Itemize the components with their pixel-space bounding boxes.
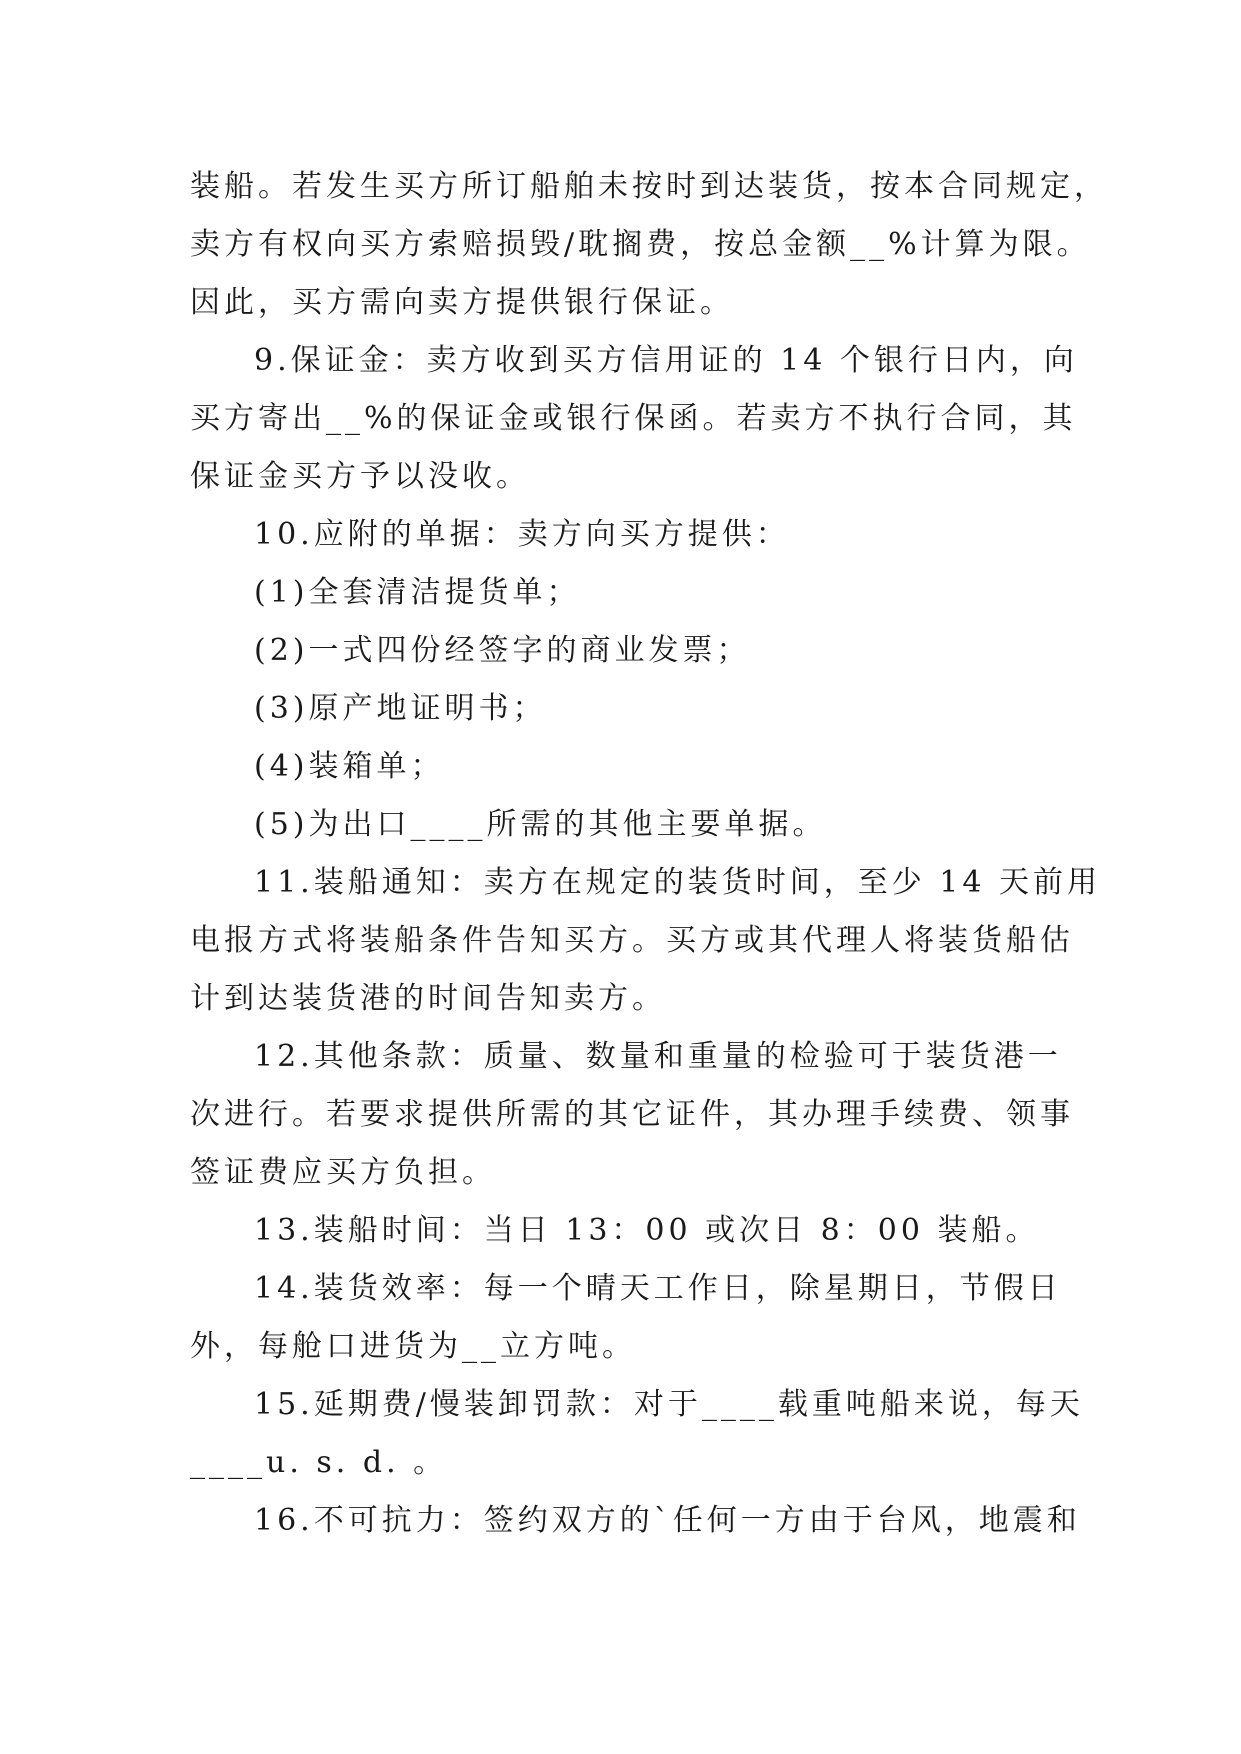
- list-item: (4)装箱单；: [254, 749, 445, 784]
- list-item: (1)全套清洁提货单；: [254, 575, 581, 610]
- text-line: 装船。若发生买方所订船舶未按时到达装货，按本合同规定，: [190, 169, 1108, 204]
- document-body: [190, 158, 1108, 1550]
- text-line: ____u. s. d. 。: [190, 1445, 448, 1480]
- clause-9-heading: 9.保证金：卖方收到买方信用证的 14 个银行日内，向: [254, 343, 1078, 378]
- clause-16-heading: 16.不可抗力：签约双方的`任何一方由于台风，地震和: [254, 1503, 1081, 1538]
- text-line: 卖方有权向买方索赔损毁/耽搁费，按总金额__%计算为限。: [190, 227, 1091, 262]
- clause-13-heading: 13.装船时间：当日 13：00 或次日 8：00 装船。: [254, 1213, 1040, 1248]
- text-line: 计到达装货港的时间告知卖方。: [190, 981, 666, 1016]
- text-line: 电报方式将装船条件告知买方。买方或其代理人将装货船估: [190, 923, 1074, 958]
- clause-10-heading: 10.应附的单据：卖方向买方提供：: [254, 517, 790, 552]
- clause-12-heading: 12.其他条款：质量、数量和重量的检验可于装货港一: [254, 1039, 1062, 1074]
- text-line: 因此，买方需向卖方提供银行保证。: [190, 285, 734, 320]
- text-line: 买方寄出__%的保证金或银行保函。若卖方不执行合同，其: [190, 401, 1077, 436]
- list-item: (5)为出口____所需的其他主要单据。: [254, 807, 827, 842]
- text-line: 签证费应买方负担。: [190, 1155, 496, 1190]
- clause-11-heading: 11.装船通知：卖方在规定的装货时间，至少 14 天前用: [254, 865, 1101, 900]
- clause-15-heading: 15.延期费/慢装卸罚款：对于____载重吨船来说，每天: [254, 1387, 1084, 1422]
- text-line: 次进行。若要求提供所需的其它证件，其办理手续费、领事: [190, 1097, 1074, 1132]
- text-line: 外，每舱口进货为__立方吨。: [190, 1329, 636, 1364]
- clause-14-heading: 14.装货效率：每一个晴天工作日，除星期日，节假日: [254, 1271, 1062, 1306]
- text-line: 保证金买方予以没收。: [190, 459, 530, 494]
- list-item: (3)原产地证明书；: [254, 691, 547, 726]
- list-item: (2)一式四份经签字的商业发票；: [254, 633, 751, 668]
